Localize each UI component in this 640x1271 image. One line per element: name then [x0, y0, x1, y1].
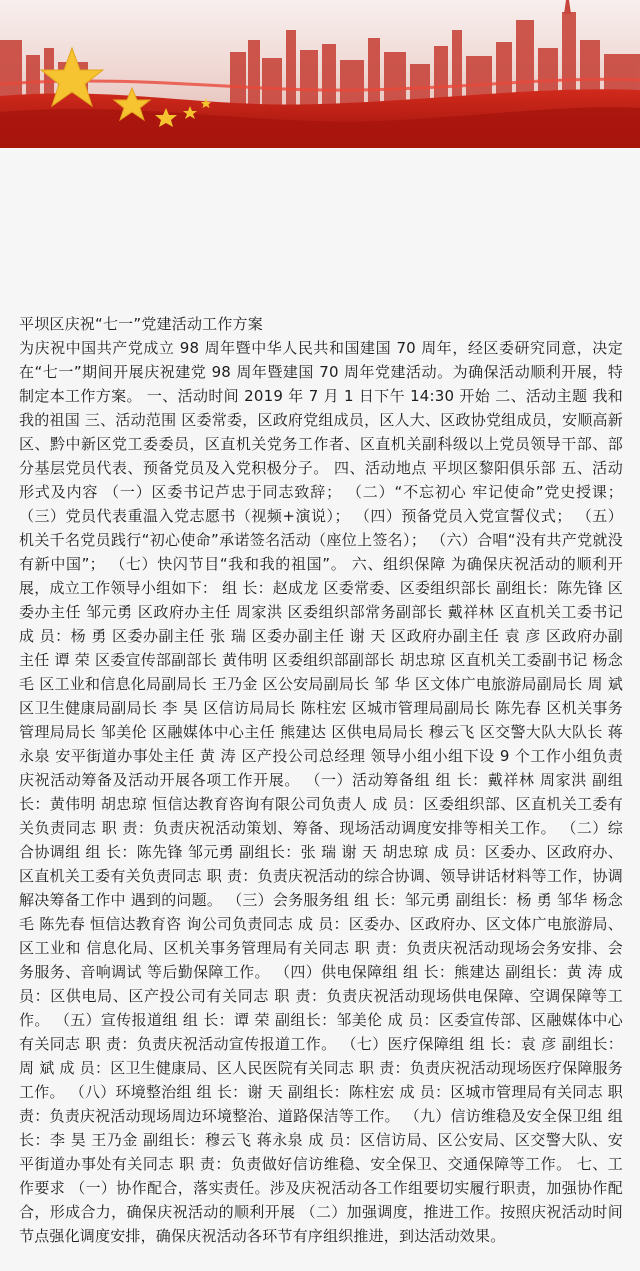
city-skyline-icon: [0, 0, 640, 148]
document-content: [19, 312, 623, 1248]
document-body: 为庆祝中国共产党成立 98 周年暨中华人民共和国建国 70 周年，经区委研究同意，决定在“七一”期间开展庆祝建党 98 周年暨建国 70 周年党建活动。为确保活动顺利开展，特制定本工作方案。 一、活动时间 2019 年 7 月 1 日下午 14:30 开始 二、活动主题 我和我的祖国 三、活动范围 区委常委，区政府党组成员，区人大、区政协党组成员，安顺高新区、黔中新区党工委委员，区直机关党务工作者、区直机关副科级以上党员领导干部、部分基层党员代表、预备党员及入党积极分子。 四、活动地点 平坝区黎阳俱乐部 五、活动形式及内容 （一）区委书记芦忠于同志致辞； （二）“不忘初心 牢记使命”党史授课； （三）党员代表重温入党志愿书（视频+演说）； （四）预备党员入党宣誓仪式； （五）机关千名党员践行“初心使命”承诺签名活动（座位上签名）； （六）合唱“没有共产党就没有新中国”； （七）快闪节目“我和我的祖国”。 六、组织保障 为确保庆祝活动的顺利开展，成立工作领导小组如下： 组 长：赵成龙 区委常委、区委组织部长 副组长：陈先锋 区委办主任 邹元勇 区政府办主任 周家洪 区委组织部常务副部长 戴祥林 区直机关工委书记 成 员：杨 勇 区委办副主任 张 瑞 区委办副主任 谢 天 区政府办副主任 袁 彦 区政府办副主任 谭 荣 区委宣传部副部长 黄伟明 区委组织部副部长 胡忠琼 区直机关工委副书记 杨念毛 区工业和信息化局副局长 王乃金 区公安局副局长 邹 华 区文体广电旅游局副局长 周 斌 区卫生健康局副局长 李 昊 区信访局局长 陈柱宏 区城市管理局副局长 陈先春 区机关事务管理局局长 邹美伦 区融媒体中心主任 熊建达 区供电局局长 穆云飞 区交警大队大队长 蒋永泉 安平街道办事处主任 黄 涛 区产投公司总经理 领导小组小组下设 9 个工作小组负责庆祝活动筹备及活动开展各项工作开展。 （一）活动筹备组 组 长：戴祥林 周家洪 副组长：黄伟明 胡忠琼 恒信达教育咨询有限公司负责人 成 员：区委组织部、区直机关工委有关负责同志 职 责：负责庆祝活动策划、筹备、现场活动调度安排等相关工作。 （二）综合协调组 组 长：陈先锋 邹元勇 副组长：张 瑞 谢 天 胡忠琼 成 员：区委办、区政府办、区直机关工委有关负责同志 职 责：负责庆祝活动的综合协调、领导讲话材料等工作，协调解决筹备工作中 遇到的问题。 （三）会务服务组 组 长：邹元勇 副组长：杨 勇 邹华 杨念毛 陈先春 恒信达教育咨 询公司负责同志 成 员：区委办、区政府办、区文体广电旅游局、区工业和 信息化局、区机关事务管理局有关同志 职 责：负责庆祝活动现场会务安排、会务服务、音响调试 等后勤保障工作。 （四）供电保障组 组 长：熊建达 副组长：黄 涛 成 员：区供电局、区产投公司有关同志 职 责：负责庆祝活动现场供电保障、空调保障等工作。 （五）宣传报道组 组 长：谭 荣 副组长：邹美伦 成 员：区委宣传部、区融媒体中心有关同志 职 责：负责庆祝活动宣传报道工作。 （七）医疗保障组 组 长：袁 彦 副组长：周 斌 成 员：区卫生健康局、区人民医院有关同志 职 责：负责庆祝活动现场医疗保障服务工作。 （八）环境整治组 组 长：谢 天 副组长：陈柱宏 成 员：区城市管理局有关同志 职 责：负责庆祝活动现场周边环境整治、道路保洁等工作。 （九）信访维稳及安全保卫组 组 长：李 昊 王乃金 副组长：穆云飞 蒋永泉 成 员：区信访局、区公安局、区交警大队、安平街道办事处有关同志 职 责：负责做好信访维稳、安全保卫、交通保障等工作。 七、工作要求 （一）协作配合，落实责任。涉及庆祝活动各工作组要切实履行职责，加强协作配合，形成合力，确保庆祝活动的顺利开展 （二）加强调度，推进工作。按照庆祝活动时间节点强化调度安排，确保庆祝活动各环节有序组织推进，到达活动效果。: [19, 339, 623, 1245]
document-title: 平坝区庆祝“七一”党建活动工作方案: [19, 315, 263, 333]
header-banner: [0, 0, 640, 148]
